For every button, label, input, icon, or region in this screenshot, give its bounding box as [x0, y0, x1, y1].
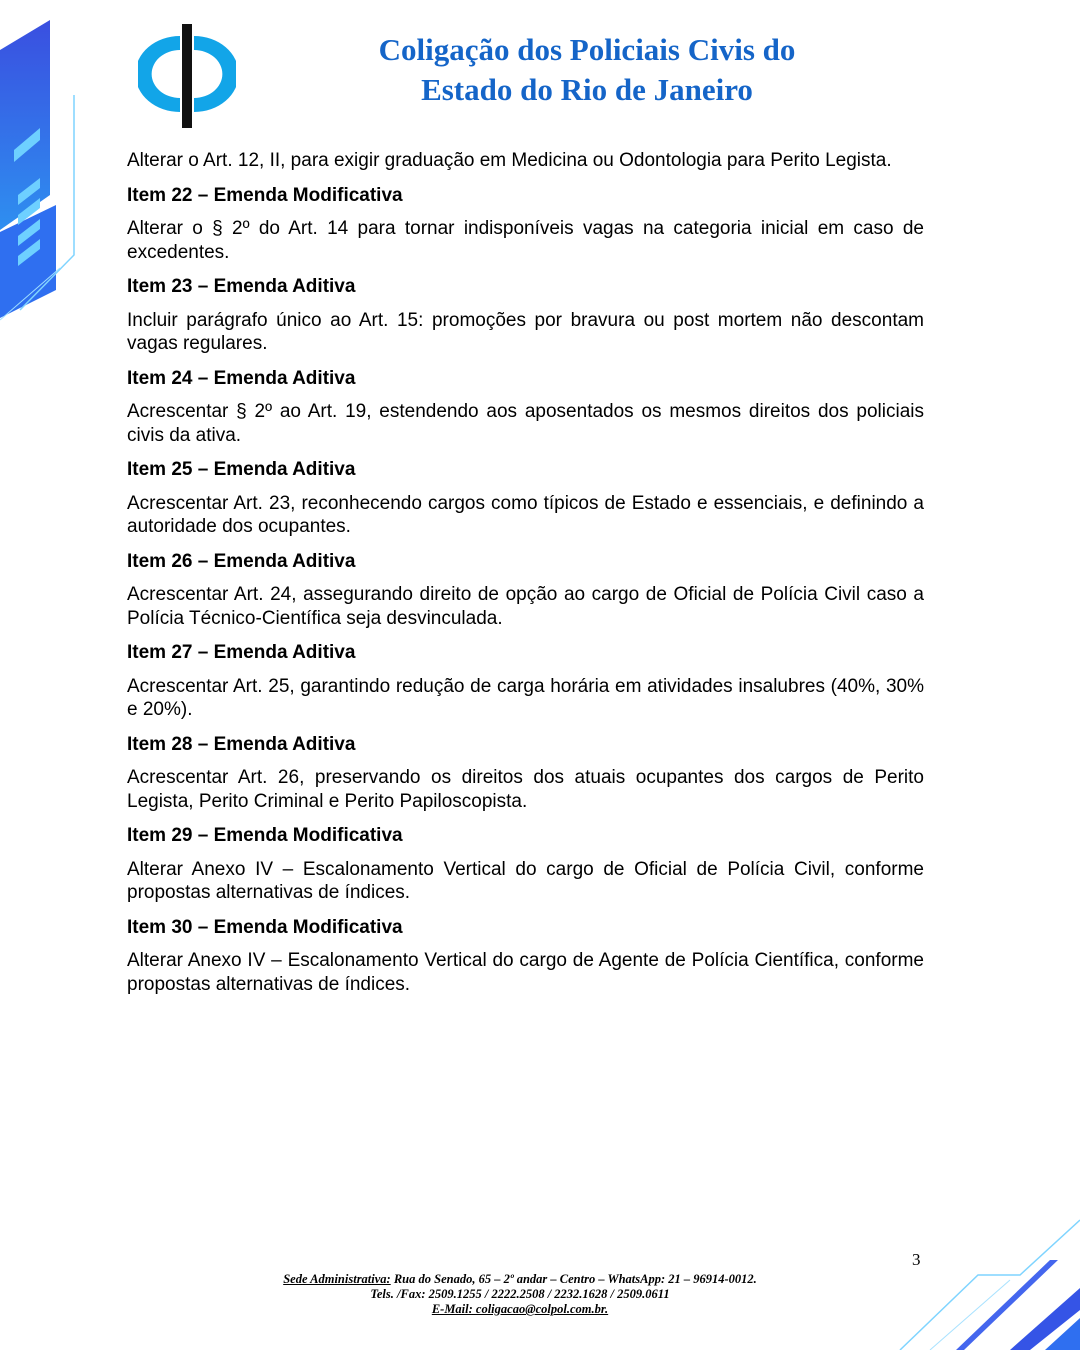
colpol-logo-icon [138, 24, 236, 128]
footer-address-label: Sede Administrativa: [283, 1272, 391, 1286]
item-26-text: Acrescentar Art. 24, assegurando direito de opção ao cargo de Oficial de Polícia Civil caso a Polícia Técnico-Científica seja desvinculada. [127, 584, 924, 629]
document-body [127, 149, 924, 996]
footer-phones: Tels. /Fax: 2509.1255 / 2222.2508 / 2232.1628 / 2509.0611 [370, 1287, 670, 1301]
item-29-heading: Item 29 – Emenda Modificativa [127, 825, 403, 846]
item-24-text: Acrescentar § 2º ao Art. 19, estendendo aos aposentados os mesmos direitos dos policiais civis da ativa. [127, 401, 924, 446]
item-25-text: Acrescentar Art. 23, reconhecendo cargos como típicos de Estado e essenciais, e definindo a autoridade dos ocupantes. [127, 492, 924, 537]
organization-title-line-1: Coligação dos Policiais Civis do [378, 32, 796, 67]
item-25-heading: Item 25 – Emenda Aditiva [127, 459, 356, 480]
item-28-text: Acrescentar Art. 26, preservando os direitos dos atuais ocupantes dos cargos de Perito Legista, Perito Criminal e Perito Papiloscopista. [127, 767, 924, 812]
item-22-text: Alterar o § 2º do Art. 14 para tornar indisponíveis vagas na categoria inicial em caso de excedentes. [127, 218, 924, 263]
left-decorative-stripes [0, 0, 80, 330]
footer-email-link[interactable]: E-Mail: coligacao@colpol.com.br. [431, 1302, 609, 1316]
organization-title [300, 30, 874, 110]
footer [180, 1272, 860, 1317]
item-24-heading: Item 24 – Emenda Aditiva [127, 367, 356, 389]
page-number: 3 [912, 1250, 921, 1269]
organization-title-line-2: Estado do Rio de Janeiro [421, 72, 753, 107]
intro-paragraph: Alterar o Art. 12, II, para exigir graduação em Medicina ou Odontologia para Perito Legista. [127, 150, 892, 171]
item-22-heading: Item 22 – Emenda Modificativa [127, 184, 403, 206]
right-decorative-stripes [860, 1180, 1080, 1350]
item-28-heading: Item 28 – Emenda Aditiva [127, 733, 356, 755]
item-26-heading: Item 26 – Emenda Aditiva [127, 550, 356, 572]
item-27-heading: Item 27 – Emenda Aditiva [127, 642, 356, 663]
footer-address-text: Rua do Senado, 65 – 2º andar – Centro – WhatsApp: 21 – 96914-0012. [390, 1272, 757, 1286]
item-30-heading: Item 30 – Emenda Modificativa [127, 916, 403, 938]
item-30-text: Alterar Anexo IV – Escalonamento Vertical do cargo de Agente de Polícia Científica, conforme propostas alternativas de índices. [127, 950, 924, 995]
item-23-heading: Item 23 – Emenda Aditiva [127, 276, 356, 297]
item-27-text: Acrescentar Art. 25, garantindo redução de carga horária em atividades insalubres (40%, 30% e 20%). [127, 675, 924, 720]
item-23-text: Incluir parágrafo único ao Art. 15: promoções por bravura ou post mortem não descontam vagas regulares. [127, 309, 924, 354]
item-29-text: Alterar Anexo IV – Escalonamento Vertical do cargo de Oficial de Polícia Civil, conforme propostas alternativas de índices. [127, 858, 924, 903]
footer-address-line [180, 1272, 860, 1287]
